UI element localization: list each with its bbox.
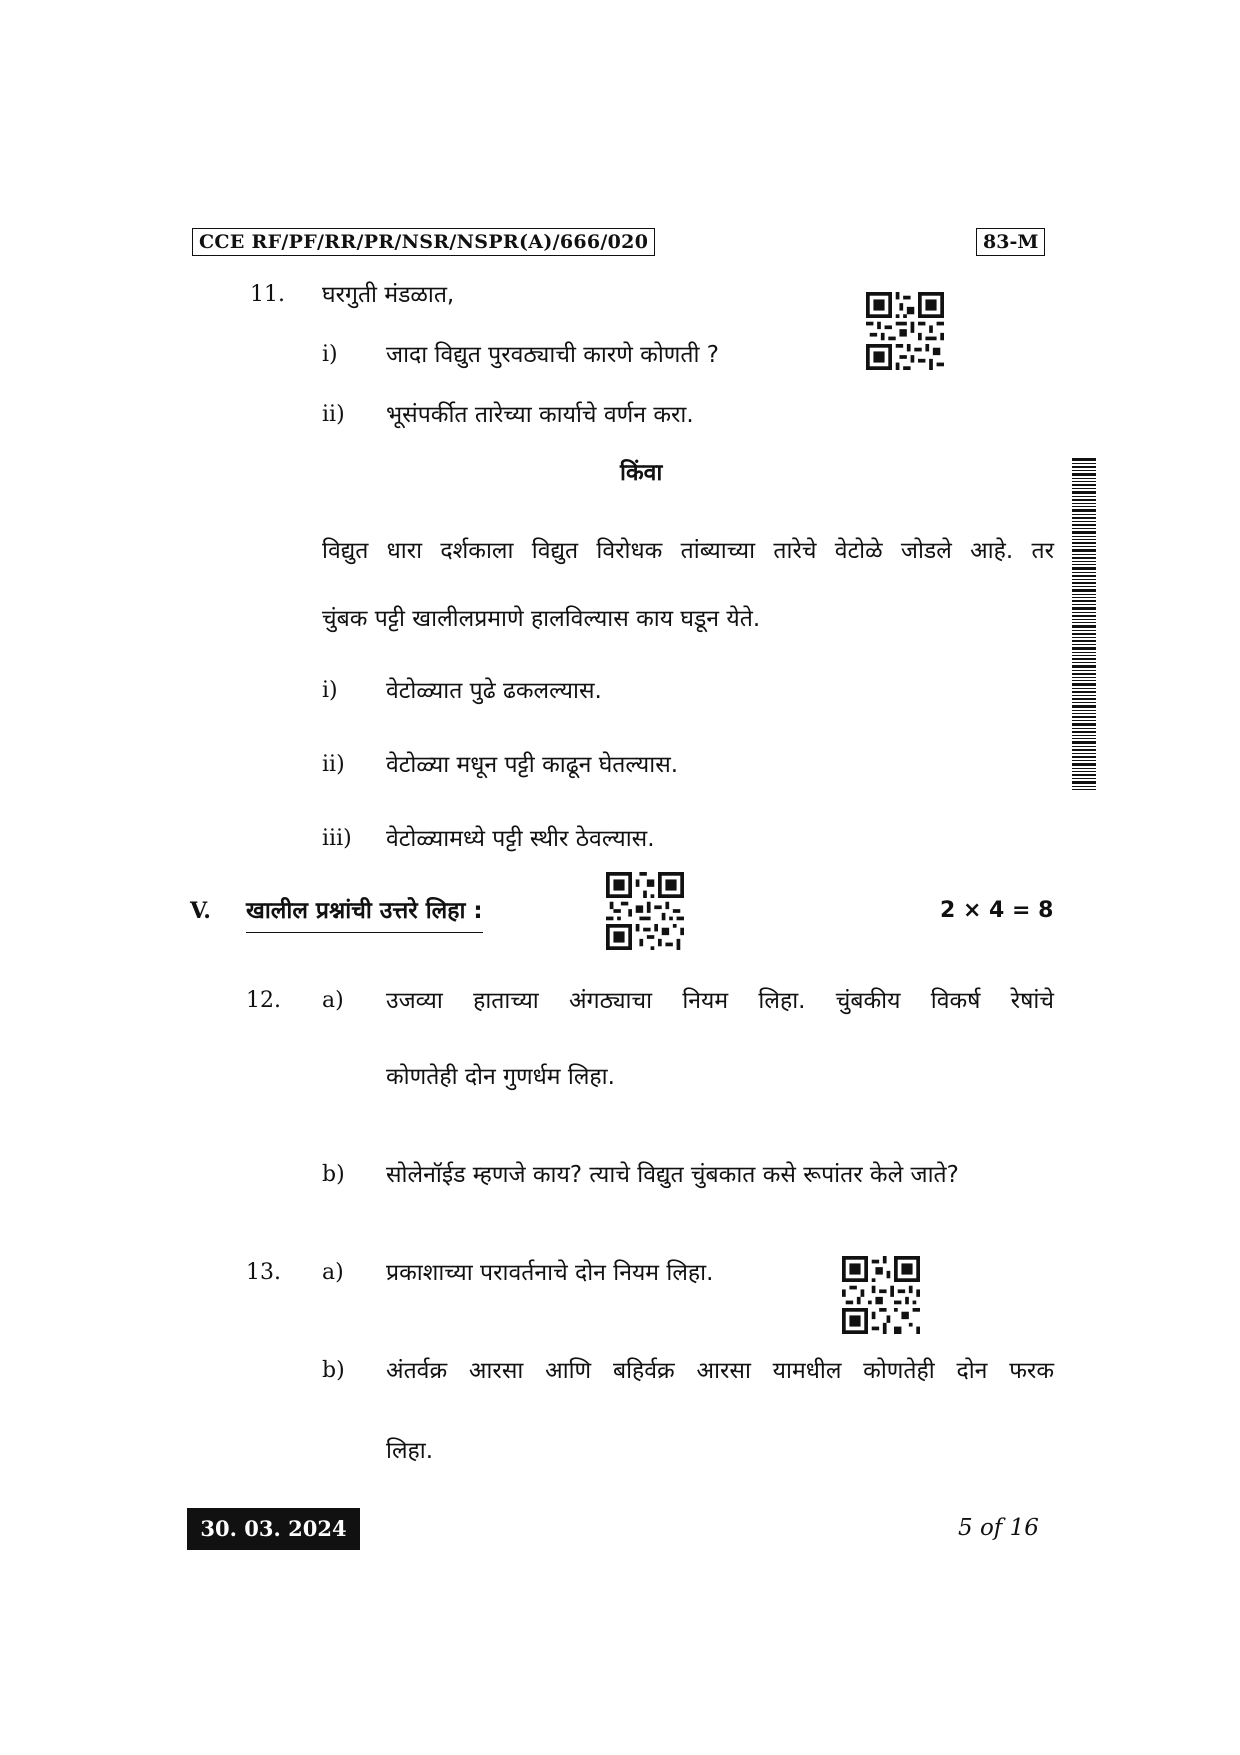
q11-part-label-i: i) — [322, 342, 338, 367]
exam-date-badge: 30. 03. 2024 — [187, 1508, 360, 1550]
q11-part-label-ii: ii) — [322, 402, 345, 427]
section-numeral: V. — [190, 898, 211, 924]
q11-alt-line-1: विद्युत धारा दर्शकाला विद्युत विरोधक तांब्याच्या तारेचे वेटोळे जोडले आहे. तर — [322, 538, 1054, 564]
q11-alt-part-ii: वेटोळ्या मधून पट्टी काढून घेतल्यास. — [386, 752, 679, 778]
subject-code-box: 83-M — [976, 228, 1045, 256]
q11-alt-part-iii: वेटोळ्यामध्ये पट्टी स्थीर ठेवल्यास. — [386, 826, 655, 852]
q12-b-text: सोलेनॉईड म्हणजे काय? त्याचे विद्युत चुंबकात कसे रूपांतर केले जाते? — [386, 1162, 959, 1188]
q12-a-line-1: उजव्या हाताच्या अंगठ्याचा नियम लिहा. चुंबकीय विकर्ष रेषांचे — [386, 988, 1054, 1014]
page-number: 5 of 16 — [958, 1515, 1039, 1541]
qr-code-image — [606, 872, 684, 950]
paper-code-box: CCE RF/PF/RR/PR/NSR/NSPR(A)/666/020 — [192, 228, 655, 256]
q13-label-a: a) — [322, 1260, 344, 1285]
q13-label-b: b) — [322, 1358, 345, 1383]
q12-a-line-2: कोणतेही दोन गुणर्धम लिहा. — [386, 1064, 615, 1090]
qr-code-image — [866, 292, 944, 370]
question-number-13: 13. — [246, 1260, 281, 1285]
question-number-12: 12. — [246, 988, 281, 1013]
or-label: किंवा — [620, 460, 663, 486]
question-number-11: 11. — [250, 282, 285, 307]
q11-stem: घरगुती मंडळात, — [322, 282, 455, 308]
section-marks: 2 × 4 = 8 — [940, 898, 1054, 923]
q13-b-line-2: लिहा. — [386, 1438, 434, 1464]
section-heading: खालील प्रश्नांची उत्तरे लिहा : — [246, 896, 483, 933]
q11-alt-label-i: i) — [322, 678, 338, 703]
q12-label-a: a) — [322, 988, 344, 1013]
q11-alt-label-iii: iii) — [322, 826, 352, 851]
q11-alt-part-i: वेटोळ्यात पुढे ढकलल्यास. — [386, 678, 602, 704]
qr-code-image — [842, 1256, 920, 1334]
q12-label-b: b) — [322, 1162, 345, 1187]
q11-part-i: जादा विद्युत पुरवठ्याची कारणे कोणती ? — [386, 342, 720, 368]
barcode-image — [1072, 458, 1096, 790]
q11-alt-label-ii: ii) — [322, 752, 345, 777]
q13-a-text: प्रकाशाच्या परावर्तनाचे दोन नियम लिहा. — [386, 1260, 714, 1286]
q13-b-line-1: अंतर्वक्र आरसा आणि बहिर्वक्र आरसा यामधील कोणतेही दोन फरक — [386, 1358, 1054, 1384]
q11-alt-line-2: चुंबक पट्टी खालीलप्रमाणे हालविल्यास काय घडून येते. — [322, 606, 761, 632]
q11-part-ii: भूसंपर्कीत तारेच्या कार्याचे वर्णन करा. — [386, 402, 694, 428]
